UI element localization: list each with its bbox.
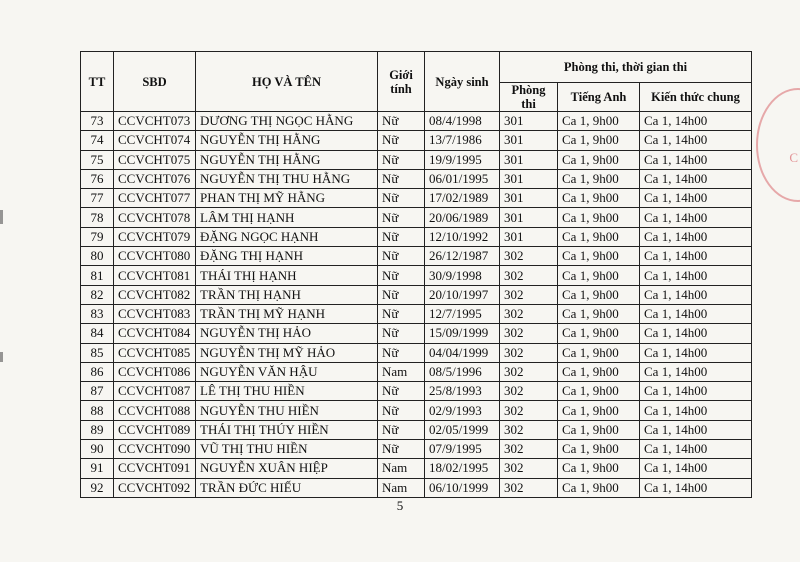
cell-dob: 04/04/1999 [425, 343, 500, 362]
cell-general: Ca 1, 14h00 [640, 227, 752, 246]
cell-sbd: CCVCHT081 [114, 266, 196, 285]
cell-dob: 06/10/1999 [425, 478, 500, 497]
cell-gender: Nam [378, 362, 425, 381]
table-row [81, 362, 752, 381]
cell-gender: Nữ [378, 189, 425, 208]
cell-tt: 91 [81, 459, 114, 478]
cell-room: 301 [500, 112, 558, 131]
cell-dob: 02/9/1993 [425, 401, 500, 420]
header-dob: Ngày sinh [425, 52, 500, 112]
header-gender: Giới tính [378, 52, 425, 112]
cell-dob: 19/9/1995 [425, 150, 500, 169]
cell-room: 302 [500, 382, 558, 401]
table-row [81, 227, 752, 246]
cell-english: Ca 1, 9h00 [558, 285, 640, 304]
cell-tt: 89 [81, 420, 114, 439]
cell-english: Ca 1, 9h00 [558, 304, 640, 323]
cell-english: Ca 1, 9h00 [558, 169, 640, 188]
table-row [81, 382, 752, 401]
table-row [81, 304, 752, 323]
table-row [81, 401, 752, 420]
cell-sbd: CCVCHT078 [114, 208, 196, 227]
cell-sbd: CCVCHT090 [114, 440, 196, 459]
cell-dob: 30/9/1998 [425, 266, 500, 285]
cell-name: LÊ THỊ THU HIỀN [196, 382, 378, 401]
header-english: Tiếng Anh [558, 83, 640, 112]
cell-name: NGUYỄN THU HIỀN [196, 401, 378, 420]
stamp-text: C [789, 150, 798, 165]
candidate-table [80, 51, 752, 498]
table-row [81, 343, 752, 362]
cell-room: 302 [500, 247, 558, 266]
cell-gender: Nữ [378, 440, 425, 459]
cell-tt: 83 [81, 304, 114, 323]
cell-gender: Nam [378, 478, 425, 497]
cell-english: Ca 1, 9h00 [558, 343, 640, 362]
header-sbd: SBD [114, 52, 196, 112]
cell-room: 302 [500, 285, 558, 304]
cell-room: 302 [500, 459, 558, 478]
cell-english: Ca 1, 9h00 [558, 189, 640, 208]
cell-general: Ca 1, 14h00 [640, 189, 752, 208]
cell-sbd: CCVCHT083 [114, 304, 196, 323]
cell-general: Ca 1, 14h00 [640, 304, 752, 323]
header-tt: TT [81, 52, 114, 112]
stamp-seal [756, 88, 800, 202]
cell-tt: 85 [81, 343, 114, 362]
cell-name: THÁI THỊ HẠNH [196, 266, 378, 285]
cell-general: Ca 1, 14h00 [640, 131, 752, 150]
cell-gender: Nữ [378, 382, 425, 401]
cell-room: 302 [500, 478, 558, 497]
cell-tt: 73 [81, 112, 114, 131]
cell-sbd: CCVCHT076 [114, 169, 196, 188]
cell-room: 302 [500, 324, 558, 343]
cell-sbd: CCVCHT077 [114, 189, 196, 208]
cell-gender: Nữ [378, 304, 425, 323]
cell-gender: Nữ [378, 208, 425, 227]
table-row [81, 208, 752, 227]
cell-english: Ca 1, 9h00 [558, 266, 640, 285]
cell-tt: 86 [81, 362, 114, 381]
cell-gender: Nữ [378, 401, 425, 420]
cell-dob: 08/5/1996 [425, 362, 500, 381]
cell-tt: 88 [81, 401, 114, 420]
cell-tt: 77 [81, 189, 114, 208]
cell-gender: Nữ [378, 247, 425, 266]
cell-english: Ca 1, 9h00 [558, 478, 640, 497]
cell-sbd: CCVCHT080 [114, 247, 196, 266]
cell-tt: 92 [81, 478, 114, 497]
cell-gender: Nữ [378, 420, 425, 439]
cell-room: 301 [500, 131, 558, 150]
cell-sbd: CCVCHT074 [114, 131, 196, 150]
cell-english: Ca 1, 9h00 [558, 324, 640, 343]
cell-gender: Nữ [378, 150, 425, 169]
table-row [81, 112, 752, 131]
table-row [81, 169, 752, 188]
cell-room: 301 [500, 227, 558, 246]
table-body [81, 112, 752, 498]
cell-general: Ca 1, 14h00 [640, 285, 752, 304]
cell-sbd: CCVCHT087 [114, 382, 196, 401]
cell-tt: 76 [81, 169, 114, 188]
cell-dob: 13/7/1986 [425, 131, 500, 150]
cell-name: LÂM THỊ HẠNH [196, 208, 378, 227]
header-room: Phòng thi [500, 83, 558, 112]
cell-dob: 20/10/1997 [425, 285, 500, 304]
cell-gender: Nữ [378, 169, 425, 188]
cell-general: Ca 1, 14h00 [640, 266, 752, 285]
table-row [81, 324, 752, 343]
cell-name: VŨ THỊ THU HIỀN [196, 440, 378, 459]
cell-english: Ca 1, 9h00 [558, 150, 640, 169]
cell-general: Ca 1, 14h00 [640, 112, 752, 131]
cell-sbd: CCVCHT084 [114, 324, 196, 343]
cell-name: NGUYỄN XUÂN HIỆP [196, 459, 378, 478]
cell-tt: 82 [81, 285, 114, 304]
cell-room: 302 [500, 440, 558, 459]
cell-name: THÁI THỊ THÚY HIỀN [196, 420, 378, 439]
cell-room: 301 [500, 169, 558, 188]
cell-general: Ca 1, 14h00 [640, 382, 752, 401]
cell-sbd: CCVCHT091 [114, 459, 196, 478]
cell-tt: 81 [81, 266, 114, 285]
cell-general: Ca 1, 14h00 [640, 362, 752, 381]
cell-sbd: CCVCHT079 [114, 227, 196, 246]
cell-dob: 26/12/1987 [425, 247, 500, 266]
cell-room: 302 [500, 266, 558, 285]
cell-dob: 20/06/1989 [425, 208, 500, 227]
cell-general: Ca 1, 14h00 [640, 420, 752, 439]
cell-room: 302 [500, 420, 558, 439]
cell-sbd: CCVCHT092 [114, 478, 196, 497]
header-name: HỌ VÀ TÊN [196, 52, 378, 112]
cell-english: Ca 1, 9h00 [558, 401, 640, 420]
cell-name: NGUYỄN THỊ THU HẰNG [196, 169, 378, 188]
cell-room: 301 [500, 189, 558, 208]
cell-general: Ca 1, 14h00 [640, 401, 752, 420]
cell-general: Ca 1, 14h00 [640, 478, 752, 497]
table-row [81, 150, 752, 169]
cell-gender: Nữ [378, 266, 425, 285]
table-row [81, 266, 752, 285]
cell-tt: 80 [81, 247, 114, 266]
cell-gender: Nam [378, 459, 425, 478]
cell-name: NGUYỄN THỊ HẰNG [196, 131, 378, 150]
cell-english: Ca 1, 9h00 [558, 382, 640, 401]
cell-english: Ca 1, 9h00 [558, 131, 640, 150]
cell-dob: 25/8/1993 [425, 382, 500, 401]
table-row [81, 420, 752, 439]
cell-room: 302 [500, 343, 558, 362]
cell-general: Ca 1, 14h00 [640, 459, 752, 478]
cell-sbd: CCVCHT089 [114, 420, 196, 439]
cell-tt: 78 [81, 208, 114, 227]
table-row [81, 478, 752, 497]
cell-dob: 15/09/1999 [425, 324, 500, 343]
cell-dob: 12/7/1995 [425, 304, 500, 323]
cell-name: TRẦN THỊ MỸ HẠNH [196, 304, 378, 323]
cell-english: Ca 1, 9h00 [558, 112, 640, 131]
cell-tt: 90 [81, 440, 114, 459]
cell-gender: Nữ [378, 324, 425, 343]
cell-name: DƯƠNG THỊ NGỌC HẰNG [196, 112, 378, 131]
table-row [81, 285, 752, 304]
cell-room: 302 [500, 304, 558, 323]
cell-general: Ca 1, 14h00 [640, 324, 752, 343]
cell-english: Ca 1, 9h00 [558, 420, 640, 439]
cell-general: Ca 1, 14h00 [640, 343, 752, 362]
cell-dob: 02/05/1999 [425, 420, 500, 439]
cell-tt: 74 [81, 131, 114, 150]
table-row [81, 459, 752, 478]
cell-name: ĐẶNG THỊ HẠNH [196, 247, 378, 266]
cell-english: Ca 1, 9h00 [558, 208, 640, 227]
cell-room: 301 [500, 150, 558, 169]
cell-tt: 75 [81, 150, 114, 169]
cell-dob: 12/10/1992 [425, 227, 500, 246]
cell-dob: 07/9/1995 [425, 440, 500, 459]
cell-sbd: CCVCHT082 [114, 285, 196, 304]
cell-name: ĐẶNG NGỌC HẠNH [196, 227, 378, 246]
cell-english: Ca 1, 9h00 [558, 459, 640, 478]
cell-room: 301 [500, 208, 558, 227]
cell-name: PHAN THỊ MỸ HẰNG [196, 189, 378, 208]
table-row [81, 247, 752, 266]
cell-dob: 06/01/1995 [425, 169, 500, 188]
cell-name: TRẦN THỊ HẠNH [196, 285, 378, 304]
table-row [81, 189, 752, 208]
cell-dob: 18/02/1995 [425, 459, 500, 478]
cell-english: Ca 1, 9h00 [558, 440, 640, 459]
cell-sbd: CCVCHT088 [114, 401, 196, 420]
cell-tt: 84 [81, 324, 114, 343]
cell-dob: 08/4/1998 [425, 112, 500, 131]
cell-name: NGUYỄN VĂN HẬU [196, 362, 378, 381]
cell-general: Ca 1, 14h00 [640, 150, 752, 169]
table-row [81, 440, 752, 459]
cell-general: Ca 1, 14h00 [640, 247, 752, 266]
cell-english: Ca 1, 9h00 [558, 227, 640, 246]
cell-room: 302 [500, 362, 558, 381]
cell-english: Ca 1, 9h00 [558, 362, 640, 381]
cell-name: NGUYỄN THỊ MỸ HẢO [196, 343, 378, 362]
cell-dob: 17/02/1989 [425, 189, 500, 208]
header-exam-group: Phòng thi, thời gian thi [500, 52, 752, 83]
cell-gender: Nữ [378, 131, 425, 150]
cell-general: Ca 1, 14h00 [640, 208, 752, 227]
header-general: Kiến thức chung [640, 83, 752, 112]
page-number: 5 [396, 498, 404, 513]
cell-tt: 87 [81, 382, 114, 401]
cell-tt: 79 [81, 227, 114, 246]
cell-name: NGUYỄN THỊ HẢO [196, 324, 378, 343]
cell-general: Ca 1, 14h00 [640, 169, 752, 188]
cell-room: 302 [500, 401, 558, 420]
cell-sbd: CCVCHT085 [114, 343, 196, 362]
cell-gender: Nữ [378, 112, 425, 131]
cell-name: TRẦN ĐỨC HIẾU [196, 478, 378, 497]
scan-mark [0, 352, 3, 362]
cell-sbd: CCVCHT086 [114, 362, 196, 381]
cell-gender: Nữ [378, 285, 425, 304]
cell-gender: Nữ [378, 227, 425, 246]
scan-mark [0, 210, 3, 224]
table-header-row [81, 52, 752, 83]
cell-sbd: CCVCHT075 [114, 150, 196, 169]
cell-name: NGUYỄN THỊ HẰNG [196, 150, 378, 169]
cell-sbd: CCVCHT073 [114, 112, 196, 131]
cell-english: Ca 1, 9h00 [558, 247, 640, 266]
table-row [81, 131, 752, 150]
cell-gender: Nữ [378, 343, 425, 362]
cell-general: Ca 1, 14h00 [640, 440, 752, 459]
